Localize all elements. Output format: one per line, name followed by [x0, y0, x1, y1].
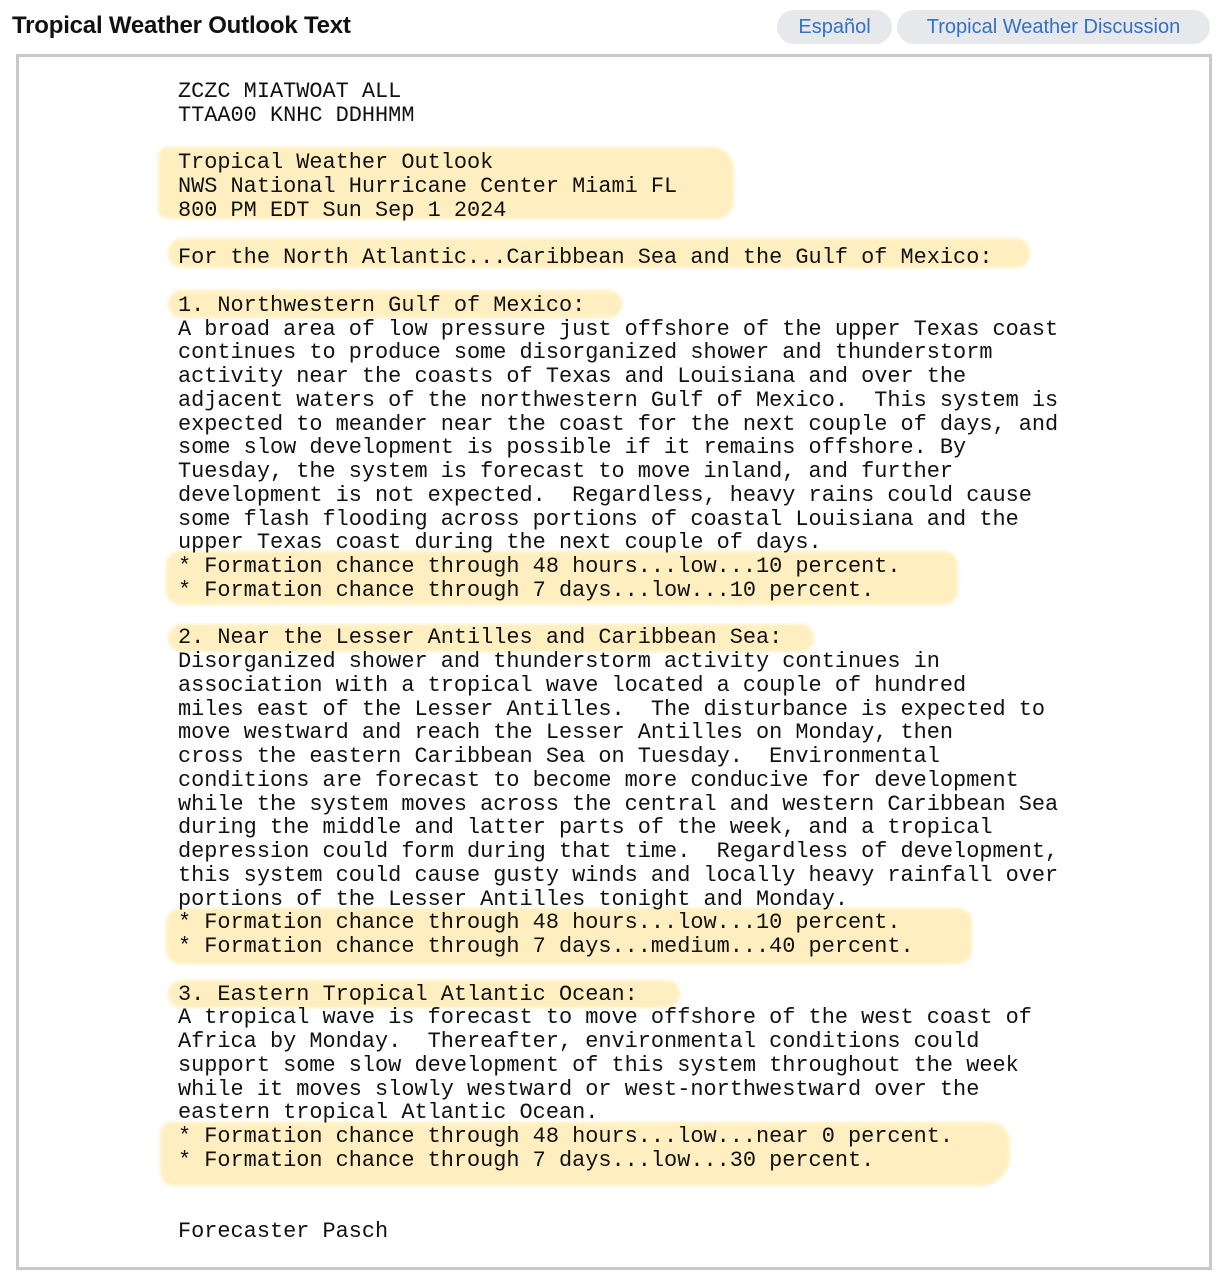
outlook-line: development is not expected. Regardless, heavy rains could cause: [178, 482, 1032, 508]
outlook-line: A tropical wave is forecast to move offshore of the west coast of: [178, 1005, 1032, 1031]
outlook-text-body: [178, 80, 1058, 1244]
outlook-line: * Formation chance through 7 days...medium...40 percent.: [178, 934, 914, 959]
page-header: [0, 0, 1226, 54]
outlook-line: support some slow development of this system throughout the week: [178, 1052, 1019, 1078]
outlook-line: NWS National Hurricane Center Miami FL: [178, 174, 678, 199]
outlook-line: eastern tropical Atlantic Ocean.: [178, 1100, 599, 1126]
outlook-line: * Formation chance through 7 days...low...10 percent.: [178, 577, 875, 603]
blank-line: [178, 603, 1058, 627]
outlook-line: while it moves slowly westward or west-northwestward over the: [178, 1076, 980, 1102]
outlook-line: some flash flooding across portions of coastal Louisiana and the: [178, 506, 1019, 532]
outlook-line: continues to produce some disorganized shower and thunderstorm: [178, 340, 993, 366]
outlook-line: activity near the coasts of Texas and Louisiana and over the: [178, 364, 967, 389]
blank-line: [178, 1196, 1058, 1220]
outlook-line: Africa by Monday. Thereafter, environmental conditions could: [178, 1029, 980, 1054]
outlook-line: 1. Northwestern Gulf of Mexico:: [178, 292, 586, 318]
outlook-line: Disorganized shower and thunderstorm activity continues in: [178, 649, 940, 674]
outlook-line: adjacent waters of the northwestern Gulf of Mexico. This system is: [178, 387, 1059, 413]
blank-line: [178, 223, 1058, 247]
outlook-line: Tuesday, the system is forecast to move inland, and further: [178, 459, 954, 484]
outlook-line: * Formation chance through 48 hours...low...10 percent.: [178, 910, 901, 936]
outlook-line: * Formation chance through 48 hours...low...10 percent.: [178, 554, 901, 579]
outlook-line: ZCZC MIATWOAT ALL: [178, 79, 402, 104]
outlook-line: expected to meander near the coast for the next couple of days, and: [178, 411, 1059, 437]
outlook-line: A broad area of low pressure just offshore of the upper Texas coast: [178, 316, 1059, 342]
outlook-line: miles east of the Lesser Antilles. The disturbance is expected to: [178, 696, 1046, 722]
outlook-line: 3. Eastern Tropical Atlantic Ocean:: [178, 981, 638, 1007]
outlook-line: association with a tropical wave located a couple of hundred: [178, 672, 967, 698]
outlook-line: this system could cause gusty winds and locally heavy rainfall over: [178, 862, 1059, 888]
outlook-line: TTAA00 KNHC DDHHMM: [178, 102, 415, 128]
outlook-line: depression could form during that time. Regardless of development,: [178, 839, 1059, 864]
outlook-line: move westward and reach the Lesser Antilles on Monday, then: [178, 720, 954, 746]
outlook-line: Forecaster Pasch: [178, 1219, 389, 1244]
outlook-line: For the North Atlantic...Caribbean Sea and the Gulf of Mexico:: [178, 245, 993, 271]
outlook-line: some slow development is possible if it remains offshore. By: [178, 435, 967, 461]
outlook-line: upper Texas coast during the next couple of days.: [178, 530, 822, 556]
outlook-line: * Formation chance through 7 days...low...30 percent.: [178, 1147, 875, 1173]
outlook-line: while the system moves across the central and western Caribbean Sea: [178, 791, 1059, 817]
blank-line: [178, 128, 1058, 152]
espanol-button[interactable]: Español: [777, 10, 892, 44]
page-title: Tropical Weather Outlook Text: [12, 12, 351, 39]
outlook-line: 800 PM EDT Sun Sep 1 2024: [178, 197, 507, 223]
outlook-line: portions of the Lesser Antilles tonight and Monday.: [178, 886, 848, 912]
blank-line: [178, 1173, 1058, 1197]
outlook-line: cross the eastern Caribbean Sea on Tuesday. Environmental: [178, 744, 940, 769]
outlook-line: conditions are forecast to become more conducive for development: [178, 767, 1019, 793]
outlook-line: during the middle and latter parts of the week, and a tropical: [178, 815, 993, 841]
outlook-line: * Formation chance through 48 hours...low...near 0 percent.: [178, 1124, 954, 1149]
outlook-line: Tropical Weather Outlook: [178, 150, 494, 176]
blank-line: [178, 270, 1058, 294]
outlook-line: 2. Near the Lesser Antilles and Caribbean Sea:: [178, 625, 783, 651]
tropical-weather-discussion-button[interactable]: Tropical Weather Discussion: [897, 10, 1210, 44]
blank-line: [178, 959, 1058, 983]
